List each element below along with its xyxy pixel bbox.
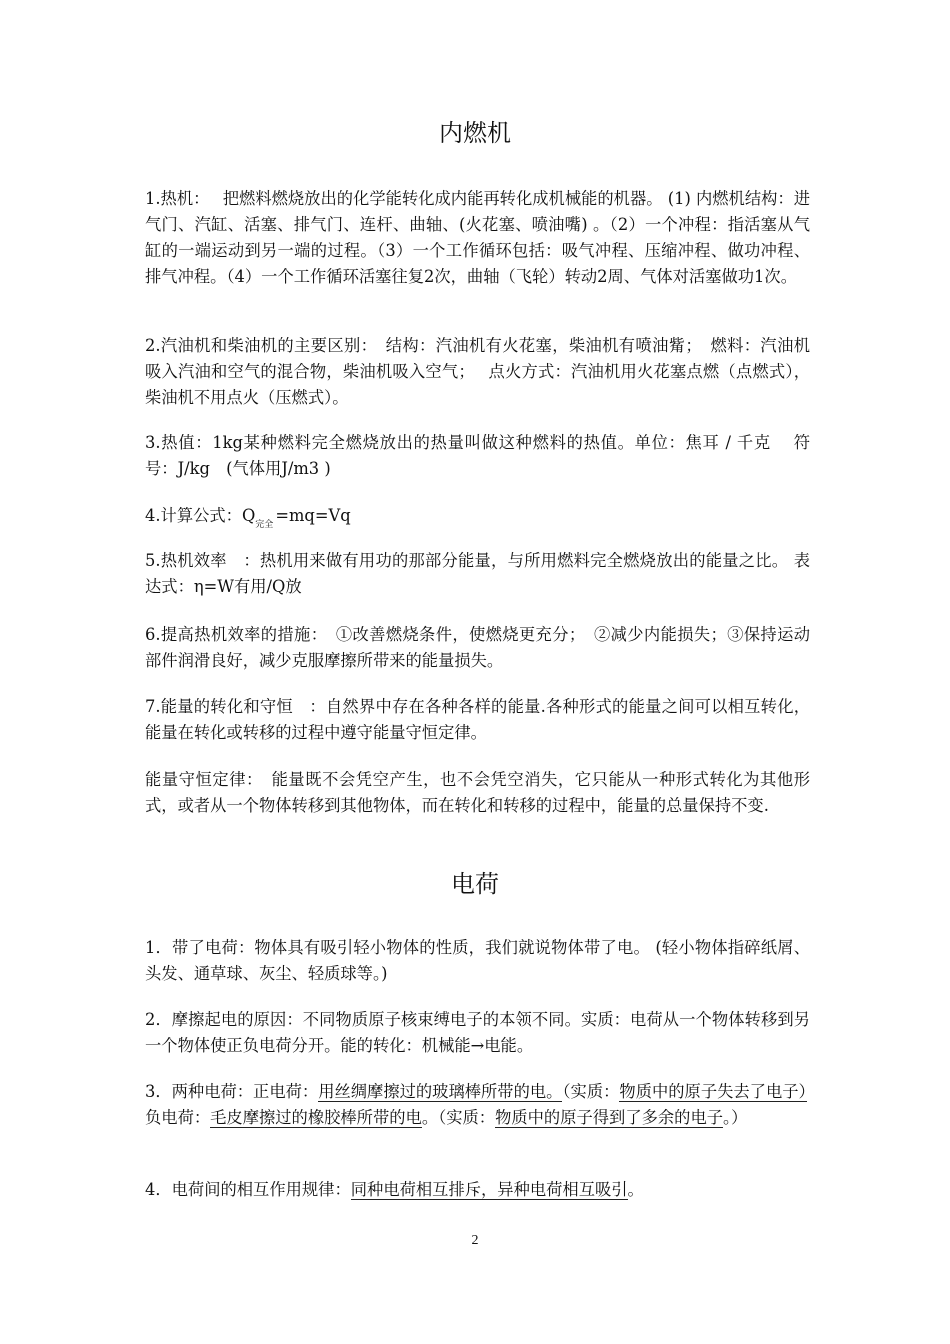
paragraph-energy-conservation-law: 能量守恒定律： 能量既不会凭空产生，也不会凭空消失，它只能从一种形式转化为其他形式，或者从一个物体转移到其他物体，而在转化和转移的过程中，能量的总量保持不变.: [145, 770, 810, 815]
page-number: 2: [471, 1233, 479, 1248]
paragraph-two-charges: [145, 1079, 823, 1131]
paragraph-heat-engine: 1.热机： 把燃料燃烧放出的化学能转化成内能再转化成机械能的机器。 (1) 内燃机结构：进气门、汽缸、活塞、排气门、连杆、曲轴、(火花塞、喷油嘴) 。（2）一个冲程：指活塞从气缸的一端运动到另一端的过程。（3）一个工作循环包括：吸气冲程、压缩冲程、做功冲程、排气冲程。（4）一个工作循环活塞往复2次，曲轴（飞轮）转动2周、气体对活塞做功1次。: [145, 189, 810, 286]
interaction-rule: 同种电荷相互排斥，异种电荷相互吸引: [350, 1180, 628, 1199]
negative-charge-essence: 物质中的原子得到了多余的电子: [495, 1108, 724, 1127]
negative-charge-label: 负电荷：: [145, 1082, 823, 1127]
positive-charge-essence: 物质中的原子失去了电子）: [619, 1082, 807, 1101]
paragraph-improve-efficiency: 6.提高热机效率的措施： ①改善燃烧条件，使燃烧更充分； ②减少内能损失；③保持运动部件润滑良好，减少克服摩擦所带来的能量损失。: [145, 625, 810, 670]
paragraph-charge-interaction: [145, 1177, 810, 1203]
paragraph-gasoline-vs-diesel: 2.汽油机和柴油机的主要区别： 结构：汽油机有火花塞，柴油机有喷油觜； 燃料：汽油机吸入汽油和空气的混合物，柴油机吸入空气； 点火方式：汽油机用火花塞点燃（点燃式），柴油机不用点火（压燃式）。: [145, 336, 810, 407]
formula-prefix: 4.计算公式：Q: [145, 506, 256, 525]
charges-essence-label-2: 。（实质：: [421, 1108, 496, 1127]
paragraph-formula: [145, 503, 810, 532]
paragraph-friction-electrification: 2．摩擦起电的原因：不同物质原子核束缚电子的本领不同。实质：电荷从一个物体转移到另一个物体使正负电荷分开。能的转化：机械能→电能。: [145, 1010, 810, 1055]
positive-charge-definition: 用丝绸摩擦过的玻璃棒所带的电。: [318, 1082, 563, 1101]
interaction-end: 。: [627, 1180, 644, 1199]
paragraph-charged: 1．带了电荷：物体具有吸引轻小物体的性质，我们就说物体带了电。 (轻小物体指碎纸屑、头发、通草球、灰尘、轻质球等。): [145, 938, 810, 983]
charges-close: 。）: [723, 1108, 748, 1127]
negative-charge-definition: 毛皮摩擦过的橡胶棒所带的电: [210, 1108, 422, 1127]
formula-suffix: =mq=Vq: [275, 506, 351, 525]
charges-essence-label-1: （实质：: [562, 1082, 620, 1101]
paragraph-energy-conversion: 7.能量的转化和守恒 ：自然界中存在各种各样的能量.各种形式的能量之间可以相互转化，能量在转化或转移的过程中遵守能量守恒定律。: [145, 697, 810, 742]
section-title-electric-charge: 电荷: [451, 870, 499, 898]
paragraph-thermal-efficiency: 5.热机效率 ：热机用来做有用功的那部分能量，与所用燃料完全燃烧放出的能量之比。 表达式：η=W有用/Q放: [145, 551, 810, 596]
formula-subscript: 完全: [255, 520, 274, 530]
charges-lead: 3．两种电荷：正电荷：: [145, 1082, 319, 1101]
section-title-internal-combustion-engine: 内燃机: [439, 119, 511, 147]
paragraph-heat-value: 3.热值：1kg某种燃料完全燃烧放出的热量叫做这种燃料的热值。单位：焦耳 / 千克 符号：J/kg (气体用J/m3 ): [145, 433, 810, 478]
interaction-lead: 4．电荷间的相互作用规律：: [145, 1180, 351, 1199]
